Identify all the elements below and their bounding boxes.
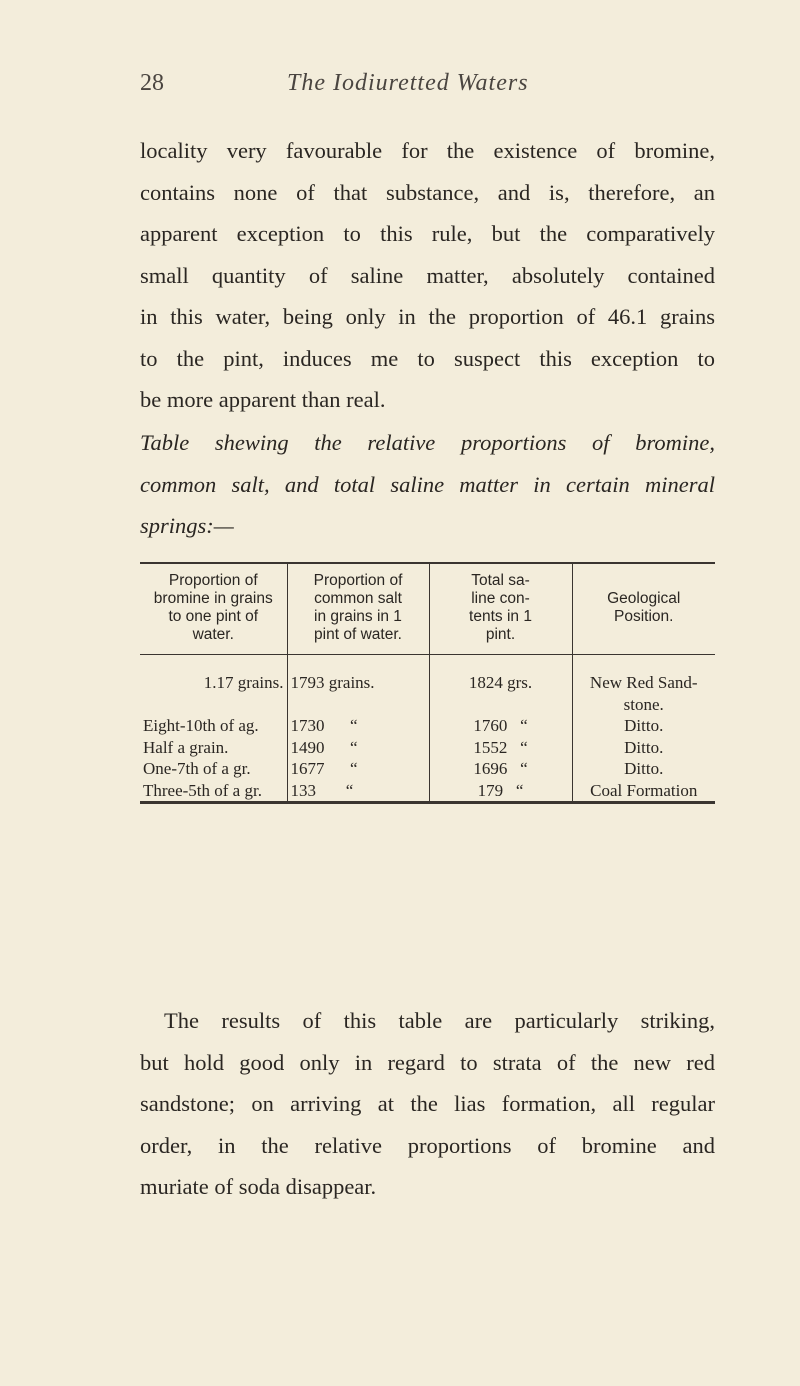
cell-common-salt: 1490 “	[287, 737, 429, 759]
paragraph-2	[140, 1000, 715, 1208]
cell-geological-position: Coal Formation	[572, 780, 715, 803]
header-line: common salt	[314, 590, 402, 607]
header-line: Total sa-	[471, 572, 530, 589]
header-line: Proportion of	[168, 572, 258, 589]
header-line: Position.	[614, 608, 674, 625]
header-total-saline	[429, 563, 572, 655]
table-row	[140, 758, 715, 780]
header-line: to one pint of	[168, 608, 259, 625]
header-line: water.	[192, 626, 234, 643]
text-line: be more apparent than real.	[140, 387, 386, 412]
cell-total-saline: 1552 “	[429, 737, 572, 759]
table-row	[140, 694, 715, 716]
cell-total-saline: 1824 grs.	[429, 655, 572, 694]
text-line: small quantity of saline matter, absolutely contained	[140, 262, 715, 288]
header-common-salt	[287, 563, 429, 655]
caption-line: springs:—	[140, 513, 234, 538]
cell-geological-position: Ditto.	[572, 715, 715, 737]
cell-total-saline: 1760 “	[429, 715, 572, 737]
header-line: bromine in grains	[153, 590, 273, 607]
cell-bromine: 1.17 grains.	[203, 673, 284, 692]
cell-common-salt: 1793 grains.	[287, 655, 429, 694]
header-geological-position	[572, 563, 715, 655]
header-line: Geological	[607, 590, 681, 607]
cell-geological-position: Ditto.	[572, 758, 715, 780]
text-line: but hold good only in regard to strata of the new red	[140, 1049, 715, 1075]
table-row	[140, 737, 715, 759]
table-row	[140, 655, 715, 694]
cell-common-salt: 1677 “	[287, 758, 429, 780]
text-line: order, in the relative proportions of bromine and	[140, 1132, 715, 1158]
cell-total-saline: 179 “	[429, 780, 572, 803]
page-number: 28	[140, 70, 164, 96]
cell-geological-position: stone.	[572, 694, 715, 716]
paragraph-1	[140, 130, 715, 421]
text-line: muriate of soda disappear.	[140, 1174, 377, 1199]
header-bromine	[140, 563, 287, 655]
text-line: locality very favourable for the existence of bromine,	[140, 138, 715, 163]
header-line: line con-	[471, 590, 530, 607]
caption-line: Table shewing the relative proportions of bromine,	[140, 430, 715, 455]
text-line: The results of this table are particularly striking,	[164, 1008, 715, 1033]
cell-common-salt	[287, 694, 429, 716]
caption-line: common salt, and total saline matter in certain mineral	[140, 471, 715, 497]
cell-bromine: One-7th of a gr.	[143, 759, 251, 778]
cell-common-salt: 1730 “	[287, 715, 429, 737]
cell-bromine	[140, 694, 287, 716]
cell-bromine: Three-5th of a gr.	[143, 780, 262, 800]
bromine-table	[140, 562, 715, 804]
cell-bromine: Half a grain.	[143, 737, 229, 757]
table-caption	[140, 422, 715, 547]
text-line: to the pint, induces me to suspect this exception to	[140, 345, 715, 371]
header-line: pint of water.	[314, 626, 402, 643]
running-head	[0, 70, 800, 100]
cell-bromine: Eight-10th of ag.	[143, 716, 259, 735]
table-row	[140, 715, 715, 737]
header-line: tents in 1	[469, 608, 532, 625]
running-head-title: The Iodiuretted Waters	[287, 70, 529, 96]
cell-total-saline: 1696 “	[429, 758, 572, 780]
table-row	[140, 780, 715, 803]
header-line: pint.	[485, 626, 516, 643]
cell-common-salt: 133 “	[287, 780, 429, 803]
data-table	[140, 562, 715, 804]
text-line: contains none of that substance, and is, therefore, an	[140, 179, 715, 205]
cell-geological-position: New Red Sand-	[572, 655, 715, 694]
header-line: in grains in 1	[314, 608, 402, 625]
header-line: Proportion of	[313, 572, 403, 589]
text-line: apparent exception to this rule, but the comparatively	[140, 221, 715, 246]
cell-total-saline	[429, 694, 572, 716]
table-header-row	[140, 563, 715, 655]
text-line: sandstone; on arriving at the lias formation, all regular	[140, 1091, 715, 1116]
text-line: in this water, being only in the proportion of 46.1 grains	[140, 304, 715, 329]
cell-geological-position: Ditto.	[572, 737, 715, 759]
